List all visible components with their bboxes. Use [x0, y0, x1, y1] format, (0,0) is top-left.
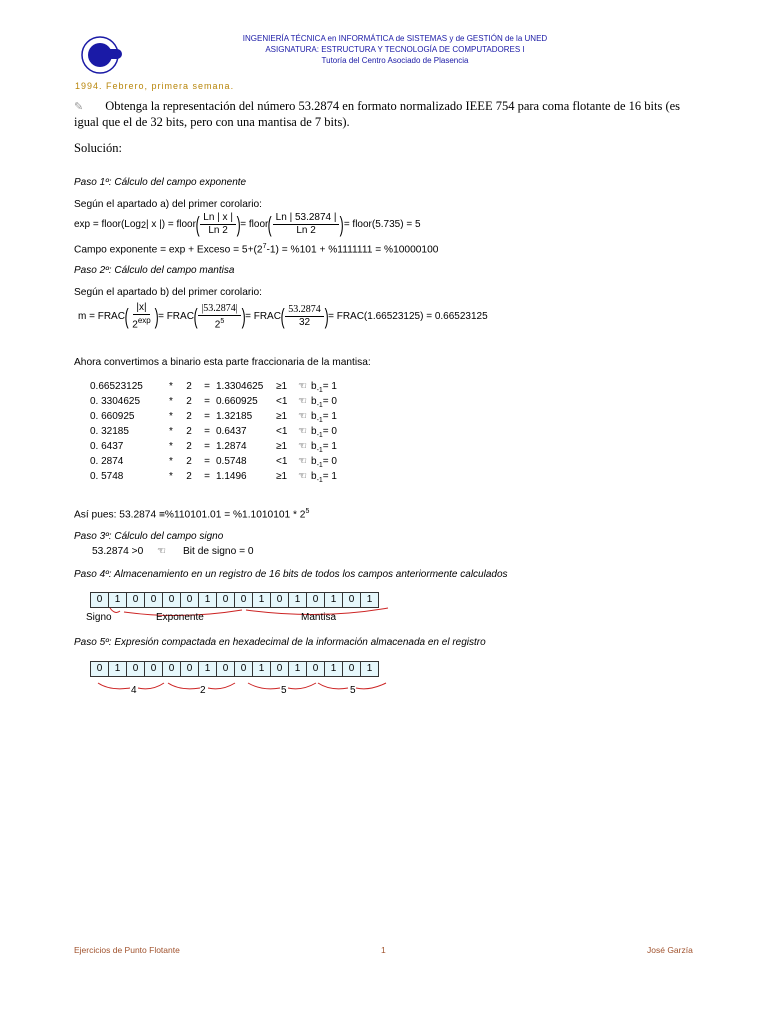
step1-intro: Según el apartado a) del primer corolario:: [74, 199, 263, 210]
step4-title: Paso 4º: Almacenamiento en un registro de 16 bits de todos los campos anteriormente calculados: [74, 569, 508, 580]
exam-date: 1994. Febrero, primera semana.: [75, 81, 235, 91]
eq-exp-part-a: exp = floor(Log: [74, 219, 141, 230]
header-line-2: ASIGNATURA: ESTRUCTURA Y TECNOLOGÍA DE COMPUTADORES I: [265, 45, 525, 54]
cell-multiplier: 2: [186, 441, 192, 452]
bit-cell: 0: [181, 593, 199, 607]
cell-operand: 0. 32185: [90, 426, 129, 437]
cell-comparison: <1: [276, 426, 288, 437]
bit-cell: 0: [307, 662, 325, 676]
bit-cell: 0: [163, 662, 181, 676]
label-exponente: Exponente: [156, 612, 204, 623]
cell-product: 1.1496: [216, 471, 247, 482]
bit-cell: 0: [91, 593, 109, 607]
header-line-1: INGENIERÍA TÉCNICA en INFORMÁTICA de SISTEMAS y de GESTIÓN de la UNED: [242, 34, 548, 43]
bit-cell: 0: [271, 662, 289, 676]
cell-operator: *: [169, 411, 173, 422]
asi-pues: Así pues: $53.2874 \equiv\%110101.01 = \%1.1010101 * 2^5$: [74, 508, 310, 521]
eq-log-base: 2: [141, 219, 147, 230]
bit-cell: 1: [109, 662, 127, 676]
cell-equals: =: [204, 441, 210, 452]
cell-bit-result: $b_{-1}= 0$: [311, 456, 337, 469]
cell-equals: =: [204, 396, 210, 407]
pointing-hand-icon: ☜: [298, 426, 307, 437]
cell-bit-result: $b_{-1}= 1$: [311, 441, 337, 454]
fraction-ln-53: $\frac{Ln | 53.2874 |}{Ln 2}$: [273, 212, 340, 237]
bit-cell: 0: [127, 662, 145, 676]
bit-cell: 1: [289, 662, 307, 676]
left-paren: (: [124, 303, 129, 329]
binary-conversion-table: [90, 381, 361, 486]
bit-cell: 0: [181, 662, 199, 676]
eq-frac-3: = FRAC: [245, 311, 281, 323]
cell-multiplier: 2: [186, 396, 192, 407]
cell-comparison: ≥1: [276, 381, 288, 392]
cell-product: 1.2874: [216, 441, 247, 452]
table-row: [90, 471, 361, 486]
bit-cell: 1: [289, 593, 307, 607]
label-mantisa: Mantisa: [301, 612, 337, 623]
eq-exp-part-c: = floor: [240, 219, 269, 230]
cell-operand: 0. 660925: [90, 411, 135, 422]
cell-equals: =: [204, 381, 210, 392]
fraction-53-over-32: $\frac{53.2874}{32}$: [285, 304, 324, 329]
left-paren: (: [193, 303, 198, 329]
campo-exponente: Campo exponente = exp + Exceso = $5+(2^7-1) = \%101 + \%1111111 = \%10000100$: [74, 243, 439, 256]
cell-operand: 0. 2874: [90, 456, 124, 467]
cell-multiplier: 2: [186, 381, 192, 392]
bit-cell: 1: [366, 663, 373, 674]
pointing-hand-icon: ☜: [298, 411, 307, 422]
cell-operand: 0. 6437: [90, 441, 124, 452]
cell-bit-result: $b_{-1}= 1$: [311, 411, 337, 424]
bit-cell: 1: [199, 593, 217, 607]
step2-intro: Según el apartado b) del primer corolario:: [74, 287, 263, 298]
pencil-icon: ✎: [74, 101, 84, 113]
table-row: [90, 396, 361, 411]
pointing-hand-icon: ☜: [298, 441, 307, 452]
cell-multiplier: 2: [186, 456, 192, 467]
cell-operator: *: [169, 381, 173, 392]
step3-title: Paso 3º: Cálculo del campo signo: [74, 531, 224, 542]
hex-digit: 2: [200, 685, 206, 696]
solution-label: Solución:: [74, 141, 122, 155]
cell-product: 0.660925: [216, 396, 258, 407]
right-paren: ): [236, 211, 241, 237]
cell-equals: =: [204, 456, 210, 467]
cell-bit-result: $b_{-1}= 0$: [311, 426, 337, 439]
left-paren: (: [267, 211, 273, 237]
bit-cell: 0: [343, 593, 361, 607]
table-row: [90, 456, 361, 471]
cell-operator: *: [169, 471, 173, 482]
hex-digit: 5: [281, 685, 287, 696]
hex-digit: 5: [350, 685, 356, 696]
bit-cell: 1: [199, 662, 217, 676]
cell-comparison: ≥1: [276, 441, 288, 452]
bit-cell: 0: [145, 593, 163, 607]
bit-cell: 0: [127, 593, 145, 607]
problem-statement: [74, 99, 699, 130]
eq-m-label: m = FRAC: [78, 311, 125, 323]
left-paren: (: [195, 211, 200, 237]
cell-comparison: ≥1: [276, 411, 288, 422]
cell-product: 0.6437: [216, 426, 247, 437]
step1-equation: [74, 212, 421, 237]
cell-equals: =: [204, 426, 210, 437]
step3-row: [92, 546, 254, 557]
cell-bit-result: $b_{-1}= 0$: [311, 396, 337, 409]
label-signo: Signo: [86, 612, 112, 623]
cell-product: 1.3304625: [216, 381, 264, 392]
hex-digit: 4: [131, 685, 137, 696]
step1-title: Paso 1º: Cálculo del campo exponente: [74, 177, 247, 188]
header-line-3: Tutoría del Centro Asociado de Plasencia: [321, 56, 469, 65]
eq-frac-result: = FRAC(1.66523125) = 0.66523125: [328, 311, 488, 323]
cell-operator: *: [169, 396, 173, 407]
fraction-53-over-2pow5: $\frac{|53.2874|}{2^5}$: [198, 303, 241, 331]
cell-equals: =: [204, 411, 210, 422]
table-row: [90, 426, 361, 441]
pointing-hand-icon: ☜: [298, 471, 307, 482]
cell-bit-result: $b_{-1}= 1$: [311, 381, 337, 394]
cell-multiplier: 2: [186, 426, 192, 437]
cell-equals: =: [204, 471, 210, 482]
right-paren: ): [241, 303, 246, 329]
field-braces: [90, 606, 410, 618]
right-paren: ): [154, 303, 159, 329]
bit-cell: 1: [366, 594, 373, 605]
pointing-hand-icon: ☜: [298, 381, 307, 392]
cell-operand: 0. 3304625: [90, 396, 141, 407]
bit-cell: 1: [253, 662, 271, 676]
pointing-hand-icon: ☜: [298, 456, 307, 467]
fraction-ln-x: $\frac{Ln | x |}{Ln 2}$: [200, 212, 236, 237]
convert-intro: Ahora convertimos a binario esta parte fraccionaria de la mantisa:: [74, 357, 371, 368]
bit-cell: 0: [343, 662, 361, 676]
step2-equation: [78, 302, 488, 331]
bit-cell: 0: [235, 593, 253, 607]
right-paren: ): [324, 303, 329, 329]
bit-cell: 0: [145, 662, 163, 676]
bit-cell: 0: [91, 662, 109, 676]
cell-comparison: ≥1: [276, 471, 288, 482]
bit-cell: 0: [235, 662, 253, 676]
pointing-hand-icon: ☜: [298, 396, 307, 407]
eq-frac-2: = FRAC: [158, 311, 194, 323]
uned-logo: [80, 33, 124, 77]
bit-cell: 0: [217, 593, 235, 607]
bit-cell: 0: [271, 593, 289, 607]
cell-comparison: <1: [276, 396, 288, 407]
cell-comparison: <1: [276, 456, 288, 467]
bit-cell: 0: [217, 662, 235, 676]
table-row: [90, 441, 361, 456]
fraction-x-over-2exp: $\frac{|x|}{2^{exp}}$: [132, 302, 151, 331]
problem-text: Obtenga la representación del número 53.2874 en formato normalizado IEEE 754 para coma flotante de 16 bits (es igual que el de 32 bits, pero con una mantisa de 7 bits).: [74, 99, 681, 129]
cell-operator: *: [169, 441, 173, 452]
cell-operand: 0.66523125: [90, 381, 143, 392]
cell-product: 1.32185: [216, 411, 253, 422]
sign-condition: 53.2874 >0: [92, 546, 144, 557]
page-number: 1: [381, 945, 386, 955]
step5-title: Paso 5º: Expresión compactada en hexadecimal de la información almacenada en el registro: [74, 637, 486, 648]
bit-cell: 0: [163, 593, 181, 607]
footer-title: Ejercicios de Punto Flotante: [74, 945, 180, 955]
pointing-hand-icon: ☜: [157, 546, 166, 557]
sign-bit-result: Bit de signo = 0: [183, 546, 254, 557]
register-16-bits-hex: [90, 661, 379, 677]
step2-title: Paso 2º: Cálculo del campo mantisa: [74, 265, 235, 276]
table-row: [90, 381, 361, 396]
eq-exp-part-d: = floor(5.735) = 5: [343, 219, 421, 230]
cell-product: 0.5748: [216, 456, 247, 467]
right-paren: ): [340, 211, 345, 237]
eq-exp-part-b: | x |) = floor: [146, 219, 196, 230]
bit-cell: 1: [109, 593, 127, 607]
footer-author: José Garzía: [647, 945, 693, 955]
cell-multiplier: 2: [186, 411, 192, 422]
cell-bit-result: $b_{-1}= 1$: [311, 471, 337, 484]
cell-operator: *: [169, 426, 173, 437]
cell-operator: *: [169, 456, 173, 467]
bit-cell: 1: [325, 662, 343, 676]
bit-cell: 0: [307, 593, 325, 607]
cell-multiplier: 2: [186, 471, 192, 482]
bit-cell: 1: [253, 593, 271, 607]
left-paren: (: [280, 303, 285, 329]
cell-operand: 0. 5748: [90, 471, 124, 482]
bit-cell: 1: [325, 593, 343, 607]
table-row: [90, 411, 361, 426]
